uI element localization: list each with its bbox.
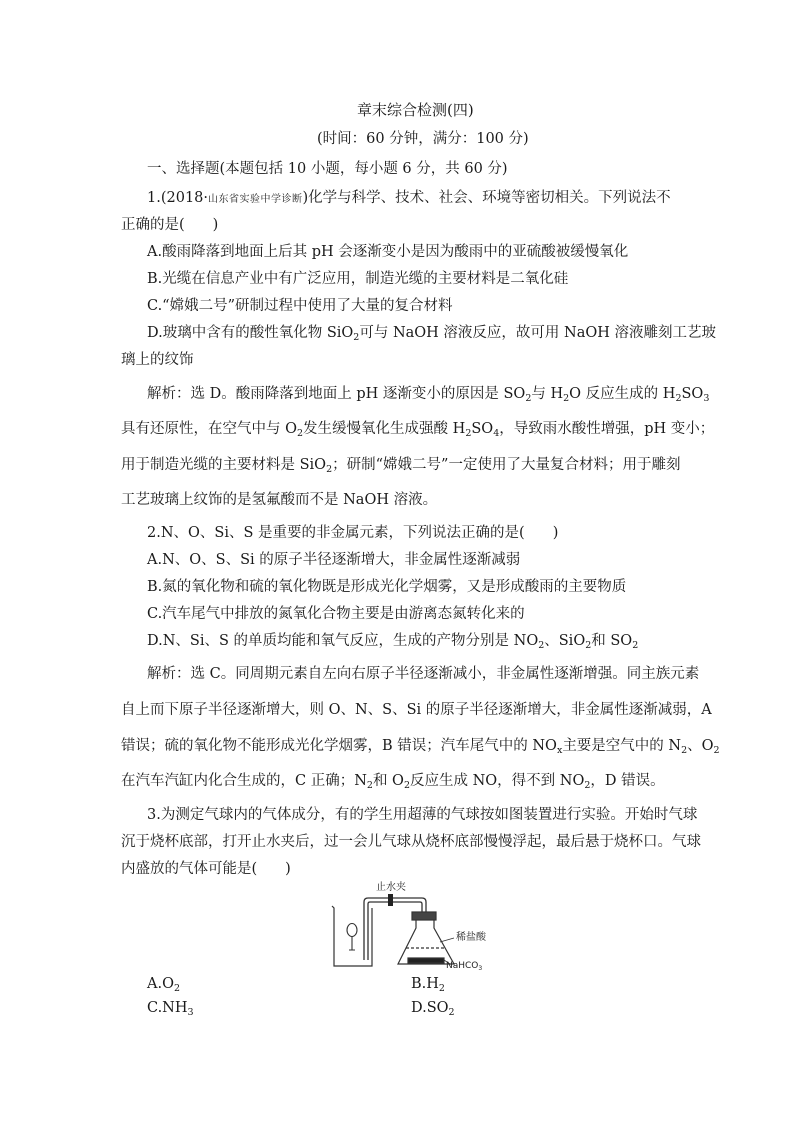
section-heading: 一、选择题(本题包括 10 小题，每小题 6 分，共 60 分): [147, 161, 508, 177]
question-1-analysis-4: 工艺玻璃上纹饰的是氢氟酸而不是 NaOH 溶液。: [121, 492, 438, 508]
question-2-analysis-3: 错误；硫的氧化物不能形成光化学烟雾，B 错误；汽车尾气中的 $NO_x$主要是空气中的 $N_2$、$O_2$: [121, 738, 720, 756]
clamp-label: 止水夹: [376, 882, 406, 893]
delivery-tube-icon: [364, 898, 426, 960]
question-3-option-a: $A.O_2$: [147, 976, 181, 994]
page-title: 章末综合检测(四): [357, 101, 474, 119]
salt-label: NaHCO$_3$: [446, 961, 483, 970]
question-3-option-b: $B.H_2$: [411, 976, 445, 994]
flask-icon: [398, 912, 454, 964]
question-2-analysis-4: 在汽车汽缸内化合生成的，C 正确；$N_2$和 $O_2$反应生成 NO，得不到 $NO_2$，D 错误。: [121, 773, 665, 791]
question-1-analysis: 解析：选 D。酸雨降落到地面上 pH 逐渐变小的原因是 $SO_2$与 $H_2O$ 反应生成的 $H_2SO_3$: [147, 386, 710, 404]
question-1-analysis-2: 具有还原性，在空气中与 $O_2$发生缓慢氧化生成强酸 $H_2SO_4$，导致雨水酸性增强，pH 变小；: [121, 421, 715, 439]
question-2-option-b: B.氮的氧化物和硫的氧化物既是形成光化学烟雾，又是形成酸雨的主要物质: [147, 579, 627, 595]
exam-meta: (时间：60 分钟，满分：100 分): [317, 131, 529, 147]
question-1-analysis-3: 用于制造光缆的主要材料是 SiO$_2$；研制“嫦娥二号”一定使用了大量复合材料；用于雕刻: [121, 457, 681, 475]
apparatus-figure: [330, 880, 500, 970]
question-1-option-b: B.光缆在信息产业中有广泛应用，制造光缆的主要材料是二氧化硅: [147, 271, 569, 287]
question-3-stem: 3.为测定气球内的气体成分，有的学生用超薄的气球按如图装置进行实验。开始时气球: [147, 807, 698, 823]
question-2-option-c: C.汽车尾气中排放的氮氧化合物主要是由游离态氮转化来的: [147, 606, 525, 622]
question-2-option-a: A.N、O、S、Si 的原子半径逐渐增大，非金属性逐渐减弱: [147, 552, 521, 568]
question-3-stem-2: 沉于烧杯底部，打开止水夹后，过一会儿气球从烧杯底部慢慢浮起，最后悬于烧杯口。气球: [121, 834, 701, 850]
balloon-icon: [347, 924, 357, 951]
acid-label: 稀盐酸: [456, 932, 486, 943]
question-2-analysis-2: 自上而下原子半径逐渐增大，则 O、N、S、Si 的原子半径逐渐增大，非金属性逐渐减弱，A: [121, 702, 712, 718]
question-1-stem: 1.(2018·山东省实验中学诊断)化学与科学、技术、社会、环境等密切相关。下列说法不: [147, 190, 671, 206]
question-3-stem-3: 内盛放的气体可能是( ): [121, 861, 291, 877]
question-1-option-a: A.酸雨降落到地面上后其 pH 会逐渐变小是因为酸雨中的亚硫酸被缓慢氧化: [147, 244, 629, 260]
question-1-option-d: D.玻璃中含有的酸性氧化物 SiO$_2$可与 NaOH 溶液反应，故可用 NaOH 溶液雕刻工艺玻: [147, 325, 717, 343]
question-3-option-c: $C.NH_3$: [147, 1000, 194, 1018]
question-1-source: 山东省实验中学诊断: [208, 194, 303, 205]
question-3-option-d: $D.SO_2$: [411, 1000, 455, 1018]
question-2-analysis: 解析：选 C。同周期元素自左向右原子半径逐渐减小，非金属性逐渐增强。同主族元素: [147, 666, 700, 682]
clamp-icon: [388, 894, 393, 906]
question-2-option-d: D.N、Si、S 的单质均能和氧气反应，生成的产物分别是 $NO_2$、SiO$_2$和 $SO_2$: [147, 633, 639, 651]
question-2-stem: 2.N、O、Si、S 是重要的非金属元素，下列说法正确的是( ): [147, 525, 559, 541]
question-1-option-d-cont: 璃上的纹饰: [121, 352, 194, 368]
question-1-stem-cont: 正确的是( ): [121, 217, 219, 233]
question-1-option-c: C.“嫦娥二号”研制过程中使用了大量的复合材料: [147, 298, 453, 314]
